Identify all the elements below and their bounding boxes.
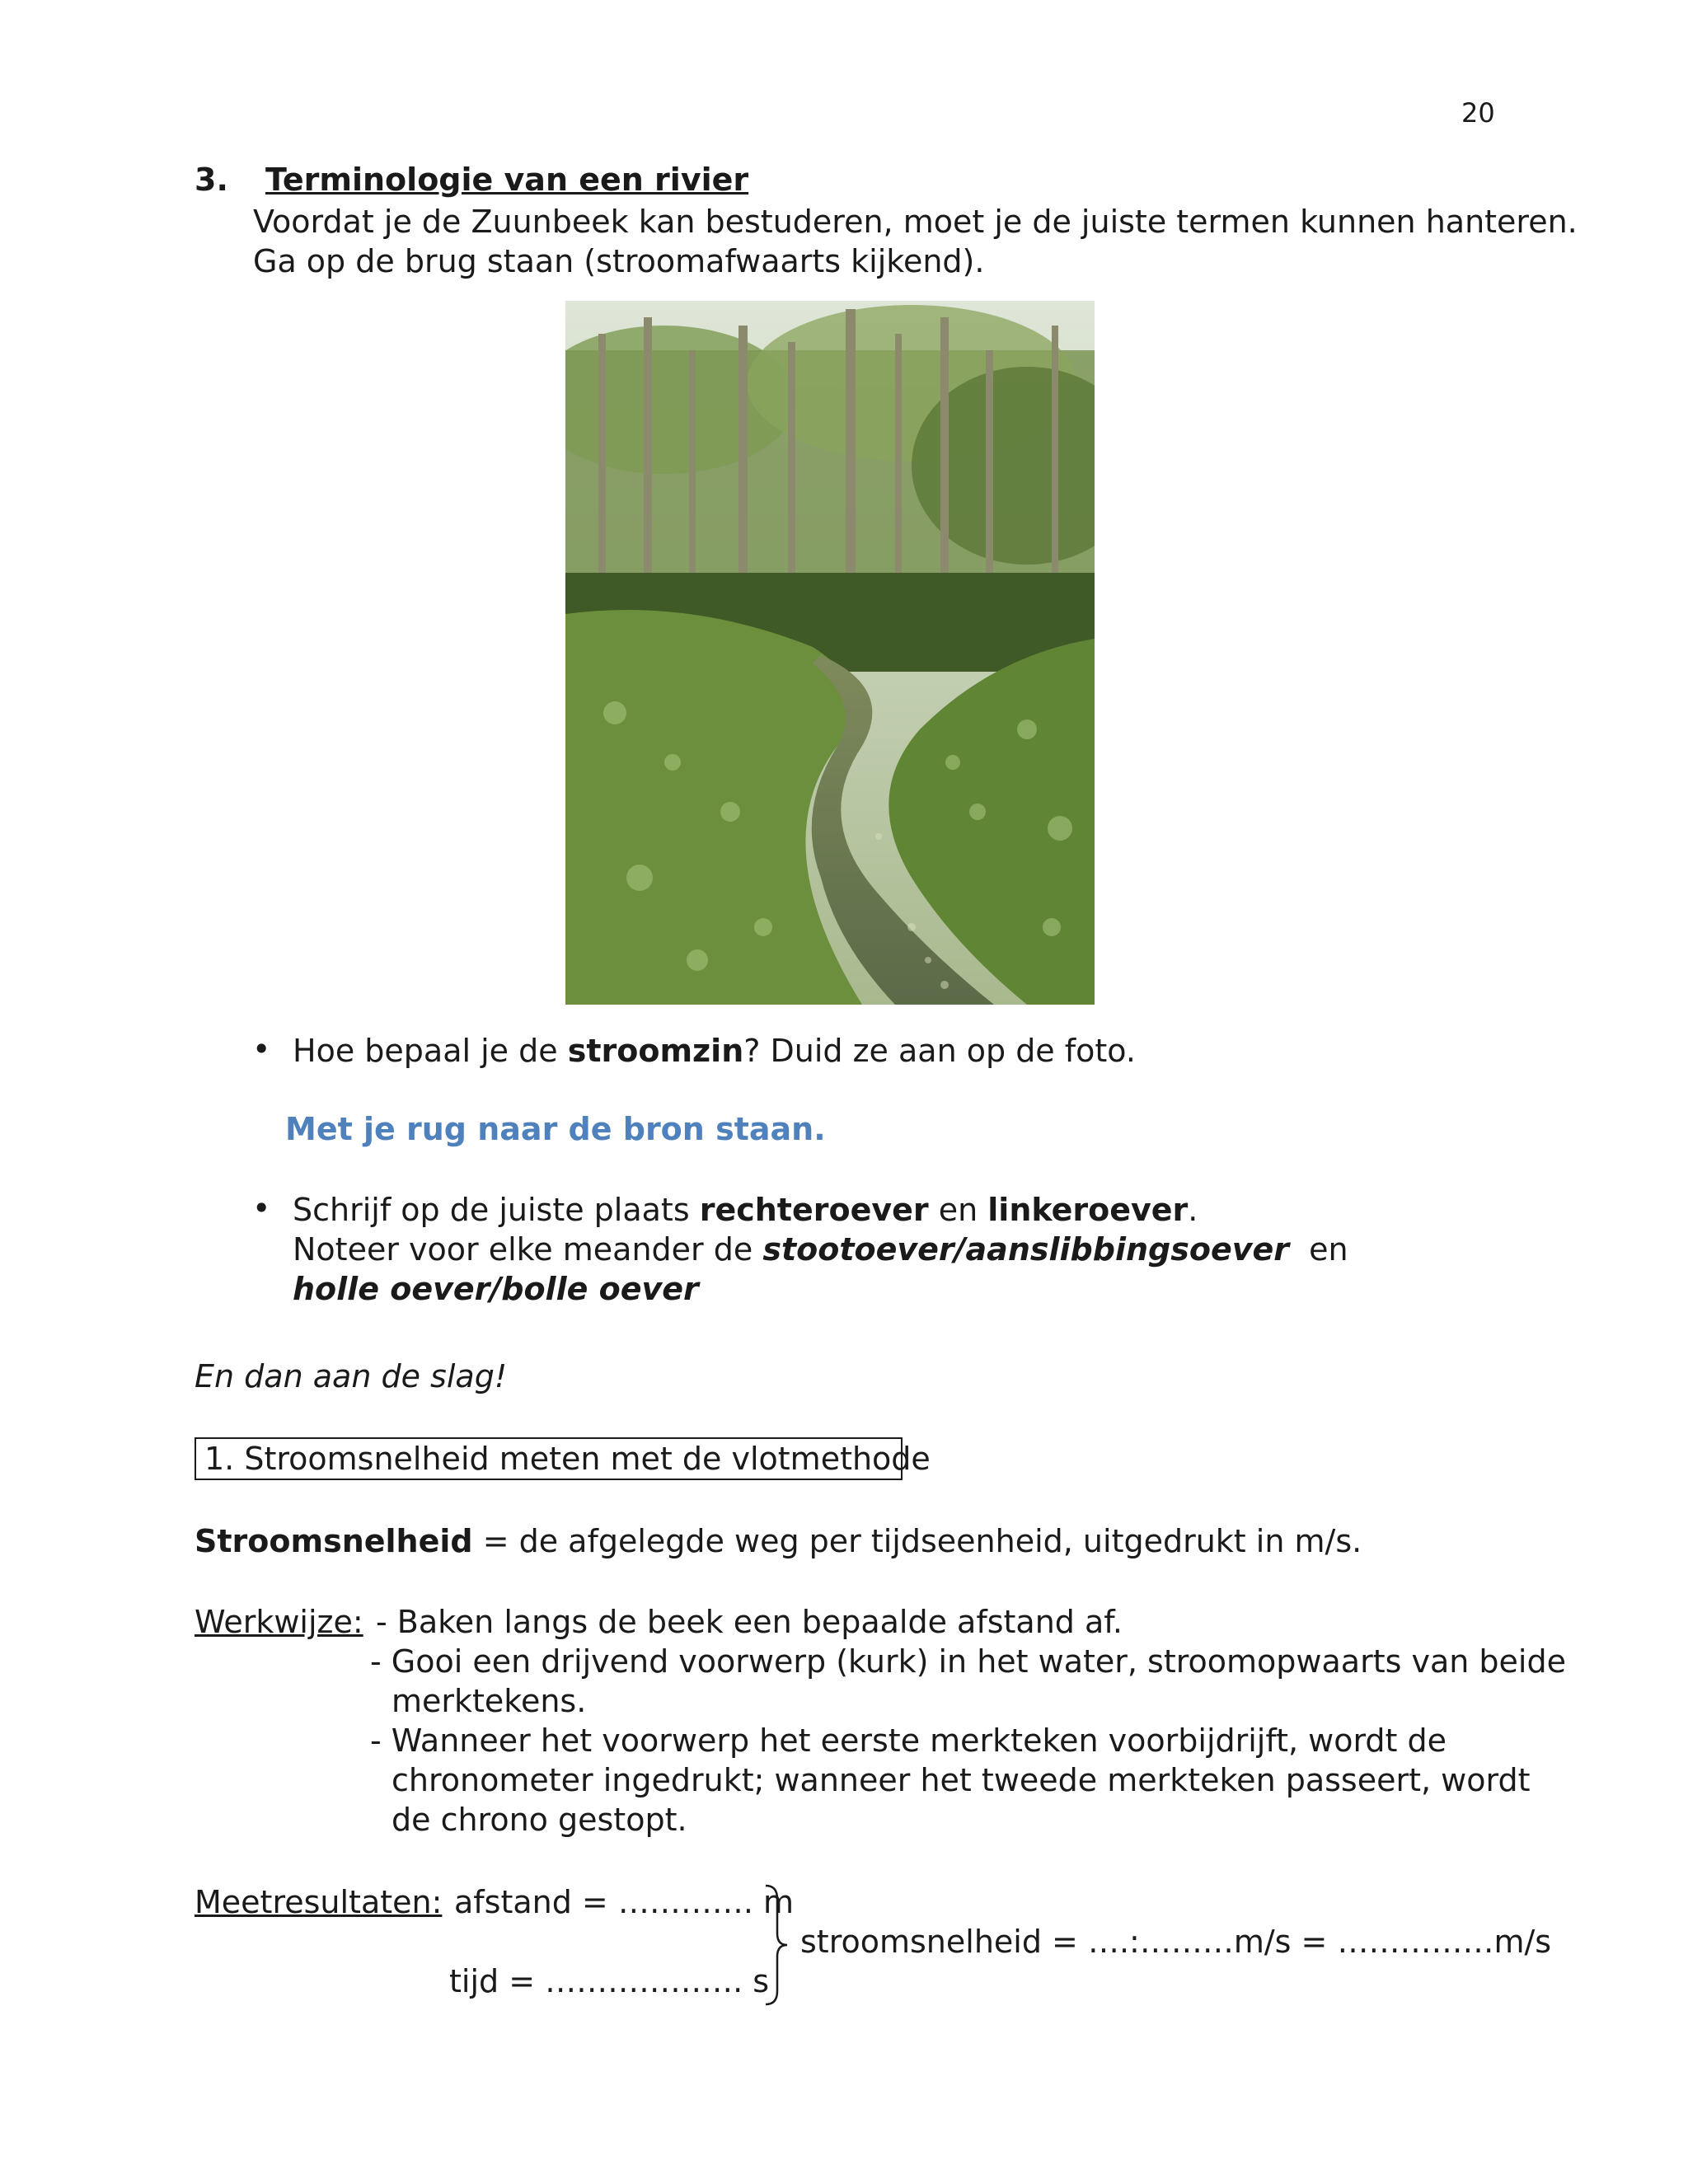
method-step-3a: - Wanneer het voorwerp het eerste merkteken voorbijdrijft, wordt de — [370, 1722, 1447, 1759]
method-step-2b: merktekens. — [392, 1683, 587, 1719]
method-step-2a: - Gooi een drijvend voorwerp (kurk) in het water, stroomopwaarts van beide — [370, 1643, 1566, 1680]
bullet-icon: • — [252, 1190, 271, 1226]
intro-line-1: Voordat je de Zuunbeek kan bestuderen, moet je de juiste termen kunnen hanteren. — [253, 204, 1578, 240]
answer-text: Met je rug naar de bron staan. — [285, 1111, 826, 1147]
results-label: Meetresultaten: — [195, 1884, 443, 1920]
bullet-2-line-2: Noteer voor elke meander de stootoever/aanslibbingsoever en — [293, 1231, 1348, 1268]
section-title: Terminologie van een rivier — [265, 162, 749, 198]
start-text: En dan aan de slag! — [195, 1358, 508, 1394]
time-field: tijd = ………………. s — [449, 1963, 770, 1999]
bullet-1-text: Hoe bepaal je de stroomzin? Duid ze aan op de foto. — [293, 1033, 1136, 1069]
method-label: Werkwijze: — [195, 1604, 363, 1640]
river-photo — [565, 301, 1095, 1005]
bullet-2-line-1: Schrijf op de juiste plaats rechteroever en linkeroever. — [293, 1192, 1198, 1228]
method-step-3c: de chrono gestopt. — [392, 1802, 687, 1838]
method-box-title: 1. Stroomsnelheid meten met de vlotmethode — [195, 1437, 903, 1480]
bullet-2-line-3: holle oever/bolle oever — [293, 1271, 699, 1307]
method-step-3b: chronometer ingedrukt; wanneer het tweede merkteken passeert, wordt — [392, 1762, 1531, 1798]
speed-field: stroomsnelheid = ….:………m/s = ……………m/s — [800, 1924, 1552, 1960]
distance-field: afstand = …………. m — [454, 1884, 795, 1920]
definition-line: Stroomsnelheid = de afgelegde weg per tijdseenheid, uitgedrukt in m/s. — [195, 1523, 1362, 1559]
method-step-1: - Baken langs de beek een bepaalde afstand af. — [376, 1604, 1123, 1640]
page-number: 20 — [1461, 97, 1495, 129]
right-brace-icon — [762, 1884, 789, 2006]
intro-line-2: Ga op de brug staan (stroomafwaarts kijkend). — [253, 243, 985, 279]
bullet-icon: • — [252, 1031, 271, 1067]
section-number: 3. — [195, 162, 228, 198]
